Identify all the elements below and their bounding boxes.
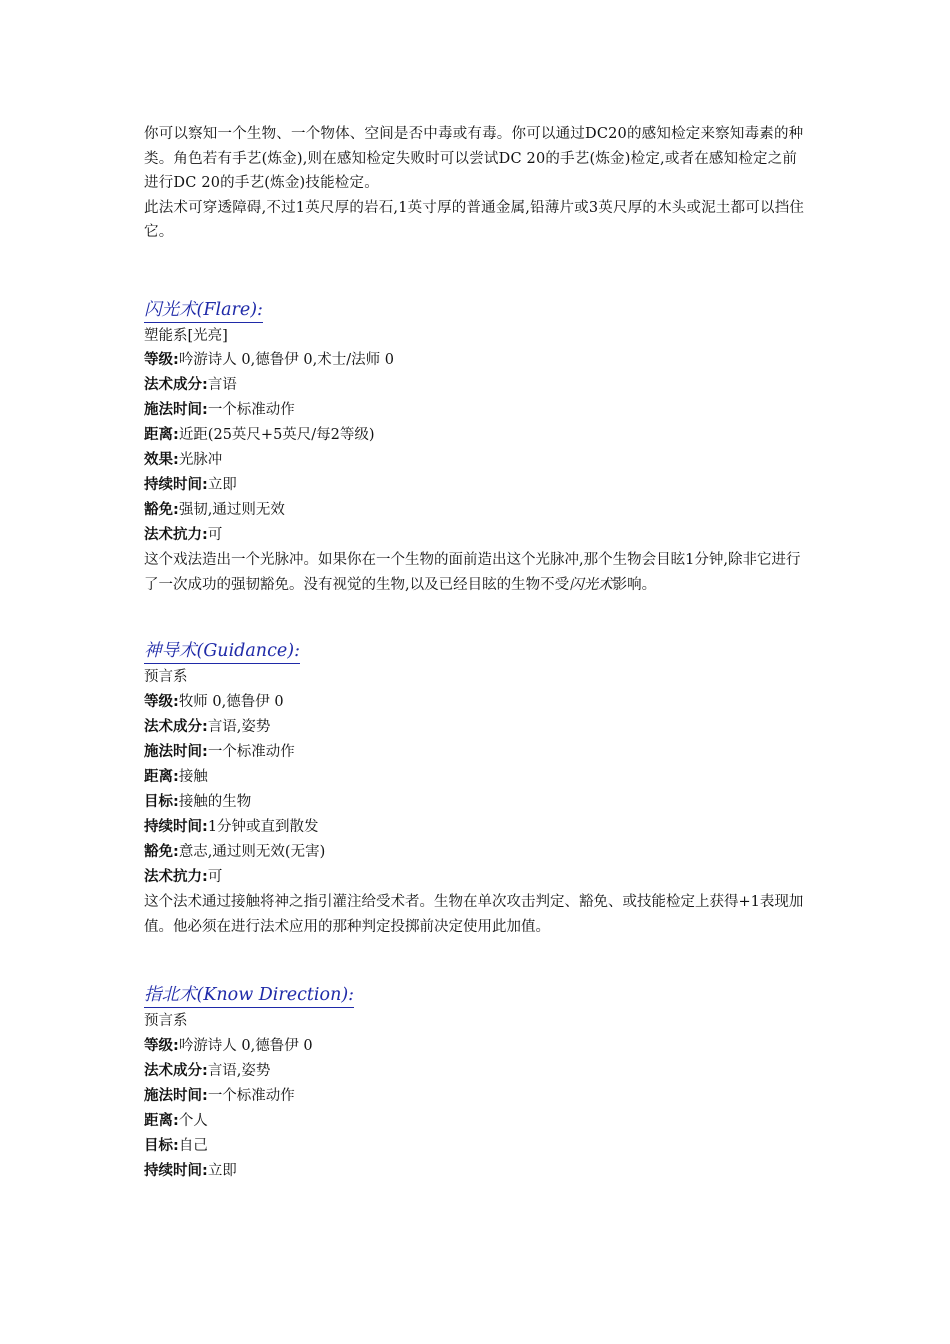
spell-entry-guidance: [144, 640, 808, 939]
spell-entry-know-direction: [144, 984, 808, 1183]
spell-title-know-direction[interactable]: 指北术(Know Direction):: [144, 984, 354, 1008]
spell-reference: 闪光术: [569, 576, 613, 593]
field-components: 法术成分:言语,姿势: [144, 719, 271, 736]
spell-school: 塑能系[光亮]: [144, 327, 228, 344]
field-casting-time: 施法时间:一个标准动作: [144, 744, 295, 761]
field-saving-throw: 豁免:意志,通过则无效(无害): [144, 843, 326, 860]
field-effect: 效果:光脉冲: [144, 452, 223, 469]
spell-entry-flare: [144, 299, 808, 598]
field-level: 等级:吟游诗人 0,德鲁伊 0,术士/法师 0: [144, 352, 394, 369]
field-duration: 持续时间:立即: [144, 1162, 237, 1179]
spell-school: 预言系: [144, 669, 188, 686]
spell-title-flare[interactable]: 闪光术(Flare):: [144, 299, 263, 323]
field-spell-resistance: 法术抗力:可: [144, 868, 223, 885]
field-saving-throw: 豁免:强韧,通过则无效: [144, 501, 285, 518]
field-range: 距离:近距(25英尺+5英尺/每2等级): [144, 427, 375, 444]
field-duration: 持续时间:立即: [144, 476, 237, 493]
intro-paragraph-2: 此法术可穿透障碍,不过1英尺厚的岩石,1英寸厚的普通金属,铅薄片或3英尺厚的木头或泥土都可以挡住它。: [144, 199, 805, 240]
field-target: 目标:自己: [144, 1137, 208, 1154]
field-level: 等级:牧师 0,德鲁伊 0: [144, 694, 284, 711]
spell-description: 这个法术通过接触将神之指引灌注给受术者。生物在单次攻击判定、豁免、或技能检定上获得+1表现加值。他必须在进行法术应用的那种判定投掷前决定使用此加值。: [144, 893, 804, 935]
field-target: 目标:接触的生物: [144, 794, 252, 810]
document-page: [144, 122, 808, 1184]
field-casting-time: 施法时间:一个标准动作: [144, 1088, 295, 1105]
spell-title-guidance[interactable]: 神导术(Guidance):: [144, 640, 300, 664]
field-range: 距离:接触: [144, 769, 208, 786]
field-duration: 持续时间:1分钟或直到散发: [144, 818, 319, 835]
field-casting-time: 施法时间:一个标准动作: [144, 402, 295, 419]
field-range: 距离:个人: [144, 1113, 208, 1130]
field-components: 法术成分:言语,姿势: [144, 1063, 271, 1080]
field-level: 等级:吟游诗人 0,德鲁伊 0: [144, 1038, 313, 1055]
spell-description: 这个戏法造出一个光脉冲。如果你在一个生物的面前造出这个光脉冲,那个生物会目眩1分钟,除非它进行了一次成功的强韧豁免。没有视觉的生物,以及已经目眩的生物不受闪光术影响。: [144, 551, 801, 593]
field-spell-resistance: 法术抗力:可: [144, 526, 223, 543]
intro-paragraph-1: 你可以察知一个生物、一个物体、空间是否中毒或有毒。你可以通过DC20的感知检定来察知毒素的种类。角色若有手艺(炼金),则在感知检定失败时可以尝试DC 20的手艺(炼金)检定,或者在感知检定之前进行DC 20的手艺(炼金)技能检定。: [144, 126, 804, 191]
field-components: 法术成分:言语: [144, 377, 237, 394]
spell-school: 预言系: [144, 1013, 188, 1030]
